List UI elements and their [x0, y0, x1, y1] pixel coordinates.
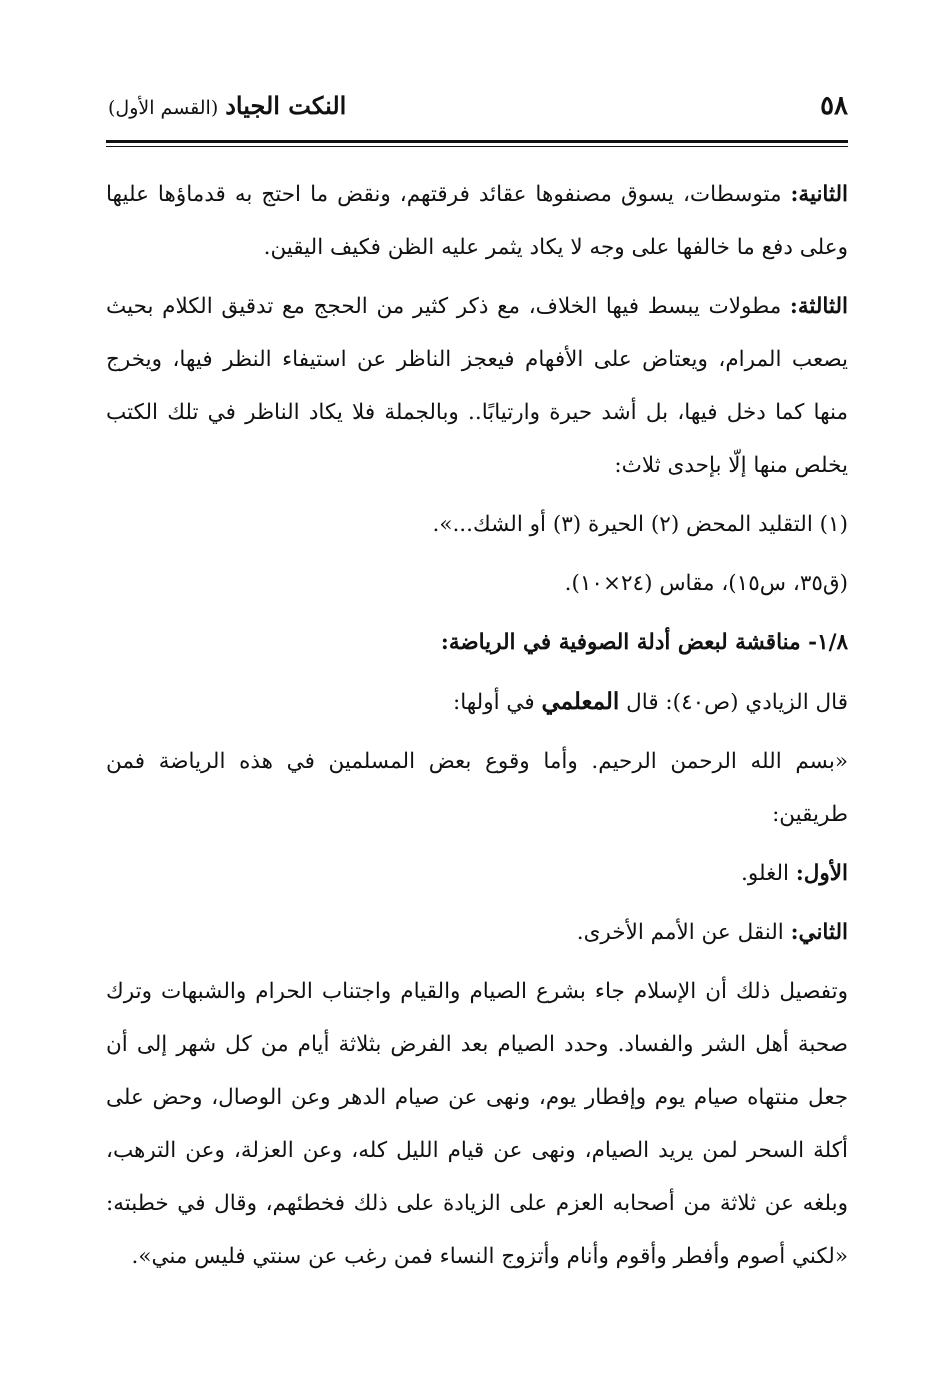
page-body: [106, 168, 848, 1289]
running-title: [108, 88, 346, 126]
paragraph-quote-intro: [106, 675, 848, 729]
quote-intro-after: في أولها:: [452, 690, 542, 715]
paragraph-manuscript-reference: (ق٣٥، س١٥)، مقاس (٢٤×١٠).: [564, 571, 848, 596]
paragraph-three-outcomes: (١) التقليد المحض (٢) الحيرة (٣) أو الشك...».: [432, 512, 848, 537]
paragraph-second-path: [106, 906, 848, 959]
author-name: المعلمي: [541, 688, 620, 715]
header-rule-thick: [106, 140, 848, 143]
paragraph-label: الثالثة:: [789, 294, 848, 319]
paragraph-label: الثاني:: [790, 920, 848, 945]
paragraph-details: وتفصيل ذلك أن الإسلام جاء بشرع الصيام والقيام واجتناب الحرام والشبهات وترك صحبة أهل الشر والفساد. وحدد الصيام بعد الفرض بثلاثة أيام من كل شهر إلى أن جعل منتهاه صيام يوم وإفطار يوم، ونهى عن صيام الدهر وعن الوصال، وحض على أكلة السحر لمن يريد الصيام، ونهى عن قيام الليل كله، وعن العزلة، وعن الترهب، وبلغه عن ثلاثة من أصحابه العزم على الزيادة على ذلك فخطئهم، وقال في خطبته: «لكني أصوم وأفطر وأقوم وأنام وأتزوج النساء فمن رغب عن سنتي فليس مني».: [106, 979, 848, 1269]
book-title: النكت الجياد: [225, 91, 347, 120]
paragraph-first-path: [106, 847, 848, 900]
paragraph-second-type: [106, 168, 848, 274]
page-header: [108, 88, 848, 128]
paragraph-text: النقل عن الأمم الأخرى.: [576, 920, 791, 945]
book-part: (القسم الأول): [108, 97, 219, 119]
paragraph-text: متوسطات، يسوق مصنفوها عقائد فرقتهم، ونقض ما احتج به قدماؤها عليها وعلى دفع ما خالفها على وجه لا يكاد يثمر عليه الظن فكيف اليقين.: [106, 182, 848, 260]
paragraph-label: الأول:: [795, 861, 848, 886]
header-rule-thin: [106, 146, 848, 147]
quote-intro-before: قال الزيادي (ص٤٠): قال: [619, 690, 848, 715]
paragraph-text: مطولات يبسط فيها الخلاف، مع ذكر كثير من الحجج مع تدقيق الكلام بحيث يصعب المرام، ويعتاض على الأفهام فيعجز الناظر عن استيفاء النظر فيها، ويخرج منها كما دخل فيها، بل أشد حيرة وارتيابًا.. وبالجملة فلا يكاد الناظر في تلك الكتب يخلص منها إلّا بإحدى ثلاث:: [106, 294, 848, 478]
paragraph-text: الغلو.: [741, 861, 796, 886]
section-heading: ١/٨- مناقشة لبعض أدلة الصوفية في الرياضة:: [440, 630, 848, 655]
paragraph-third-type: [106, 280, 848, 492]
paragraph-quote-start: «بسم الله الرحمن الرحيم. وأما وقوع بعض المسلمين في هذه الرياضة فمن طريقين:: [106, 749, 848, 827]
paragraph-label: الثانية:: [790, 182, 848, 207]
page-number: ٥٨: [820, 91, 848, 121]
